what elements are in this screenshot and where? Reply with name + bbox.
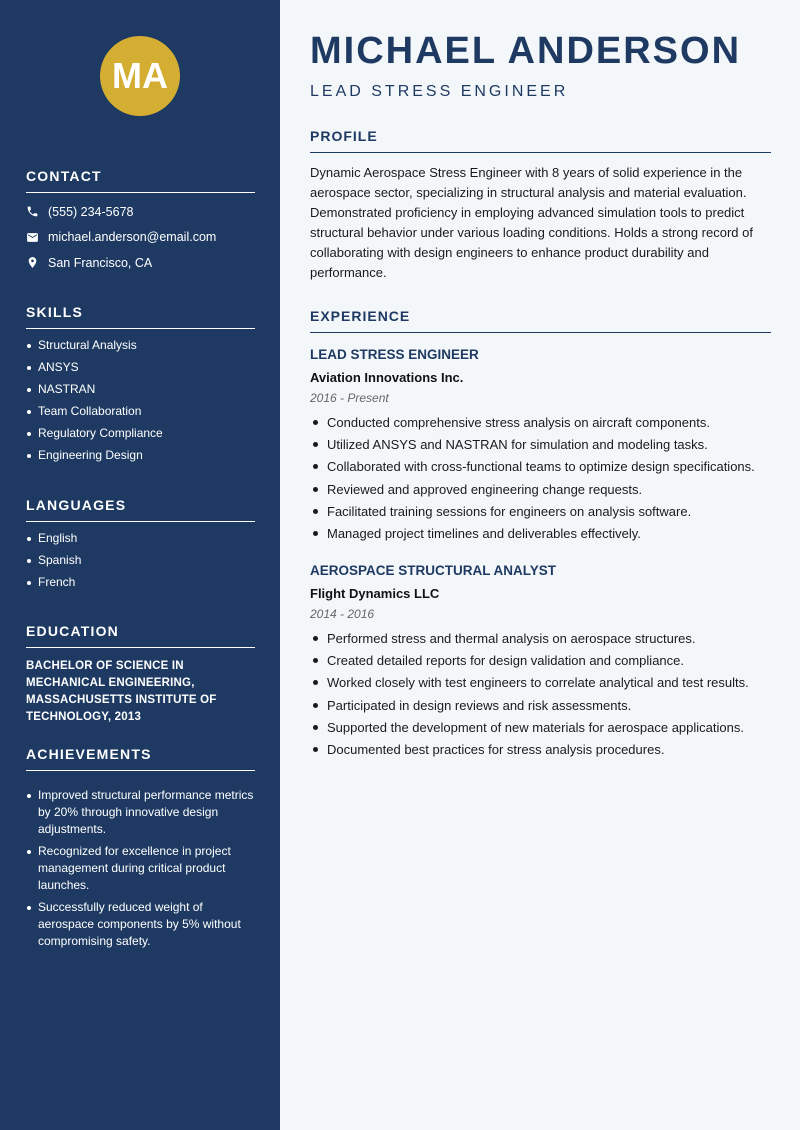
- job-company: Flight Dynamics LLC: [310, 586, 440, 601]
- job-bullet: Utilized ANSYS and NASTRAN for simulation and modeling tasks.: [310, 436, 771, 453]
- job-bullet: Conducted comprehensive stress analysis on aircraft components.: [310, 414, 771, 431]
- education-degree: BACHELOR OF SCIENCE IN MECHANICAL ENGINEERING, MASSACHUSETTS INSTITUTE OF TECHNOLOGY, 2013: [26, 660, 217, 723]
- location-pin-icon: [26, 256, 39, 269]
- education-heading: EDUCATION: [26, 623, 255, 648]
- job-bullet: Reviewed and approved engineering change requests.: [310, 481, 771, 498]
- contact-heading: CONTACT: [26, 168, 255, 193]
- experience-heading: EXPERIENCE: [310, 308, 771, 333]
- contact-email: [26, 225, 255, 251]
- contact-section: [26, 168, 255, 276]
- email-icon: [26, 231, 39, 244]
- job-bullet: Managed project timelines and deliverables effectively.: [310, 525, 771, 542]
- skills-section: [26, 304, 255, 469]
- job-bullets: [310, 414, 771, 542]
- education-section: [26, 623, 255, 726]
- skills-heading: SKILLS: [26, 304, 255, 329]
- skill-item: Team Collaboration: [26, 403, 255, 420]
- job-bullets: [310, 630, 771, 758]
- contact-location: [26, 250, 255, 276]
- job-entry: [310, 562, 771, 763]
- language-item: Spanish: [26, 552, 255, 569]
- profile-heading: PROFILE: [310, 128, 771, 153]
- skill-item: Regulatory Compliance: [26, 425, 255, 442]
- skills-list: [26, 337, 255, 464]
- language-item: French: [26, 574, 255, 591]
- location-text: San Francisco, CA: [48, 255, 153, 270]
- candidate-name: MICHAEL ANDERSON: [310, 30, 742, 72]
- skill-item: Engineering Design: [26, 447, 255, 464]
- job-bullet: Performed stress and thermal analysis on aerospace structures.: [310, 630, 771, 647]
- skill-item: Structural Analysis: [26, 337, 255, 354]
- avatar-initials: MA: [112, 55, 168, 96]
- job-bullet: Collaborated with cross-functional teams to optimize design specifications.: [310, 458, 771, 475]
- job-dates: 2016 - Present: [310, 391, 389, 405]
- skill-item: NASTRAN: [26, 381, 255, 398]
- job-bullet: Supported the development of new materials for aerospace applications.: [310, 719, 771, 736]
- language-item: English: [26, 530, 255, 547]
- avatar: [100, 36, 180, 116]
- achievement-item: Successfully reduced weight of aerospace components by 5% without compromising safety.: [26, 899, 255, 950]
- phone-text: (555) 234-5678: [48, 204, 134, 219]
- achievements-heading: ACHIEVEMENTS: [26, 746, 255, 771]
- job-bullet: Participated in design reviews and risk assessments.: [310, 697, 771, 714]
- job-title: LEAD STRESS ENGINEER: [310, 347, 479, 362]
- achievement-item: Improved structural performance metrics by 20% through innovative design adjustments.: [26, 787, 255, 838]
- job-bullet: Created detailed reports for design validation and compliance.: [310, 652, 771, 669]
- achievements-list: [26, 787, 255, 950]
- job-dates: 2014 - 2016: [310, 607, 375, 621]
- job-company: Aviation Innovations Inc.: [310, 370, 464, 385]
- profile-text: Dynamic Aerospace Stress Engineer with 8 years of solid experience in the aerospace sector, specializing in structural analysis and material evaluation. Demonstrated proficiency in employing advanced simulation tools to predict structural behavior under various loading conditions. Holds a strong record of collaborating with design engineers to enhance product durability and performance.: [310, 165, 753, 280]
- job-bullet: Documented best practices for stress analysis procedures.: [310, 741, 771, 758]
- sidebar: [0, 0, 280, 1130]
- job-bullet: Worked closely with test engineers to correlate analytical and test results.: [310, 674, 771, 691]
- contact-phone: [26, 199, 255, 225]
- phone-icon: [26, 205, 39, 218]
- email-text: michael.anderson@email.com: [48, 230, 217, 245]
- achievements-section: [26, 746, 255, 955]
- job-bullet: Facilitated training sessions for engineers on analysis software.: [310, 503, 771, 520]
- achievement-item: Recognized for excellence in project management during critical product launches.: [26, 843, 255, 894]
- languages-heading: LANGUAGES: [26, 497, 255, 522]
- job-entry: [310, 346, 771, 547]
- languages-list: [26, 530, 255, 591]
- skill-item: ANSYS: [26, 359, 255, 376]
- languages-section: [26, 497, 255, 596]
- candidate-role: LEAD STRESS ENGINEER: [310, 83, 569, 100]
- job-title: AEROSPACE STRUCTURAL ANALYST: [310, 563, 557, 578]
